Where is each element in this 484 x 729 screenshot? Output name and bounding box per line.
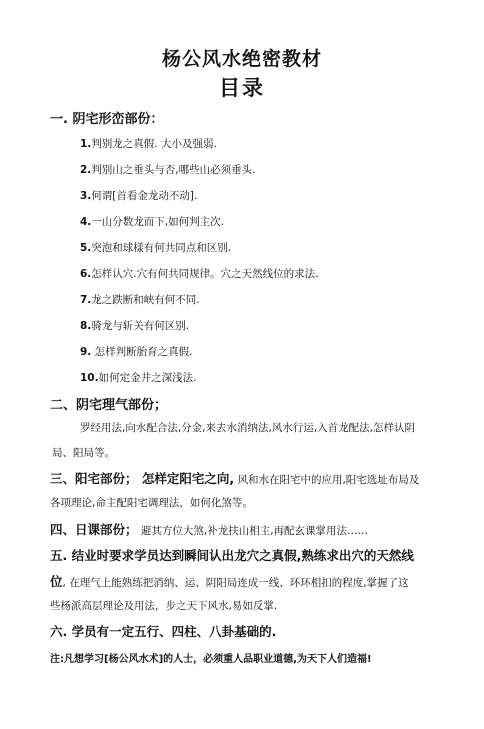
list-item [80,162,255,177]
item-number: 10. [80,372,99,384]
list-item [80,344,192,359]
item-text: 突泡和球樣有何共同点和区别. [91,242,232,254]
section5-text: , 在理气上能熟练把消纳、运、阴阳局连成一线、环环相扣的程度,掌握了这 [62,577,409,589]
item-text: 判别山之垂头与否,哪些山必须垂头. [91,164,256,176]
list-item [80,318,189,333]
section2-line2: 局、阳局等。 [52,447,115,459]
item-text: 怎样认穴.穴有何共同规律。穴之天然线位的求法. [91,268,319,280]
item-number: 7. [80,294,92,306]
document-subtitle: 目录 [219,76,265,100]
section3-line2: 各项理论,命主配阳宅调理法，如何化煞等。 [50,497,253,509]
list-item [80,188,197,203]
item-number: 2. [80,164,92,176]
item-text: 龙之跌断和峡有何不同. [91,294,200,306]
item-number: 4. [80,216,92,228]
footer-note: 注:凡想学习[杨公风水术]的人士，必须重人品职业道德,为天下人们造福! [50,654,372,665]
section3-heading: 三、阳宅部份； 怎样定阳宅之向, [50,471,235,486]
section6-heading: 六. 学员有一定五行、四柱、八卦基础的. [50,624,277,639]
item-text: 骑龙与斩关有何区别. [91,320,190,332]
item-number: 3. [80,190,92,202]
item-text: 怎样判断胎育之真假. [91,346,193,358]
section5-line1 [50,546,414,564]
list-item [80,136,217,151]
section4-heading: 四、日课部份； [50,522,138,537]
document-title: 杨公风水绝密教材 [161,48,322,70]
item-number: 1. [80,138,92,150]
list-item [80,292,200,307]
item-number: 8. [80,320,92,332]
section3-line1: 风和水在阳宅中的应用,阳宅选址布局及 [234,474,420,486]
item-number: 6. [80,268,92,280]
list-item [80,214,224,229]
section4-paragraph [50,520,368,538]
section1-heading: 一. 阴宅形峦部份： [50,112,164,127]
item-number: 5. [80,242,92,254]
item-text: 一山分数龙而下,如何判主次. [91,216,224,228]
item-text: 何谓[首看金龙动不动]. [91,190,198,202]
list-item [80,266,318,281]
item-number: 9. [80,346,92,358]
section5-line3: 些杨派高层理论及用法，步之天下风水,易如反掌. [50,600,278,612]
section4-text: 避其方位大煞,补龙扶山相主,再配玄课掌用法…… [137,525,369,537]
section3-paragraph [50,469,419,487]
section2-heading: 二、阴宅理气部份； [50,398,168,413]
section2-line1: 罗经用法,向水配合法,分金,来去水消纳法,风水行运,入首龙配法,怎样认阴 [80,422,416,434]
section5-heading-tail: 位 [50,574,63,589]
item-text: 判别龙之真假. 大小及强弱. [91,138,217,150]
section5-heading: 五. 结业时要求学员达到瞬间认出龙穴之真假,熟练求出穴的天然线 [50,548,414,563]
list-item [80,240,231,255]
item-text: 如何定金井之深浅法. [98,372,197,384]
list-item [80,370,196,385]
section5-line2 [50,572,409,590]
